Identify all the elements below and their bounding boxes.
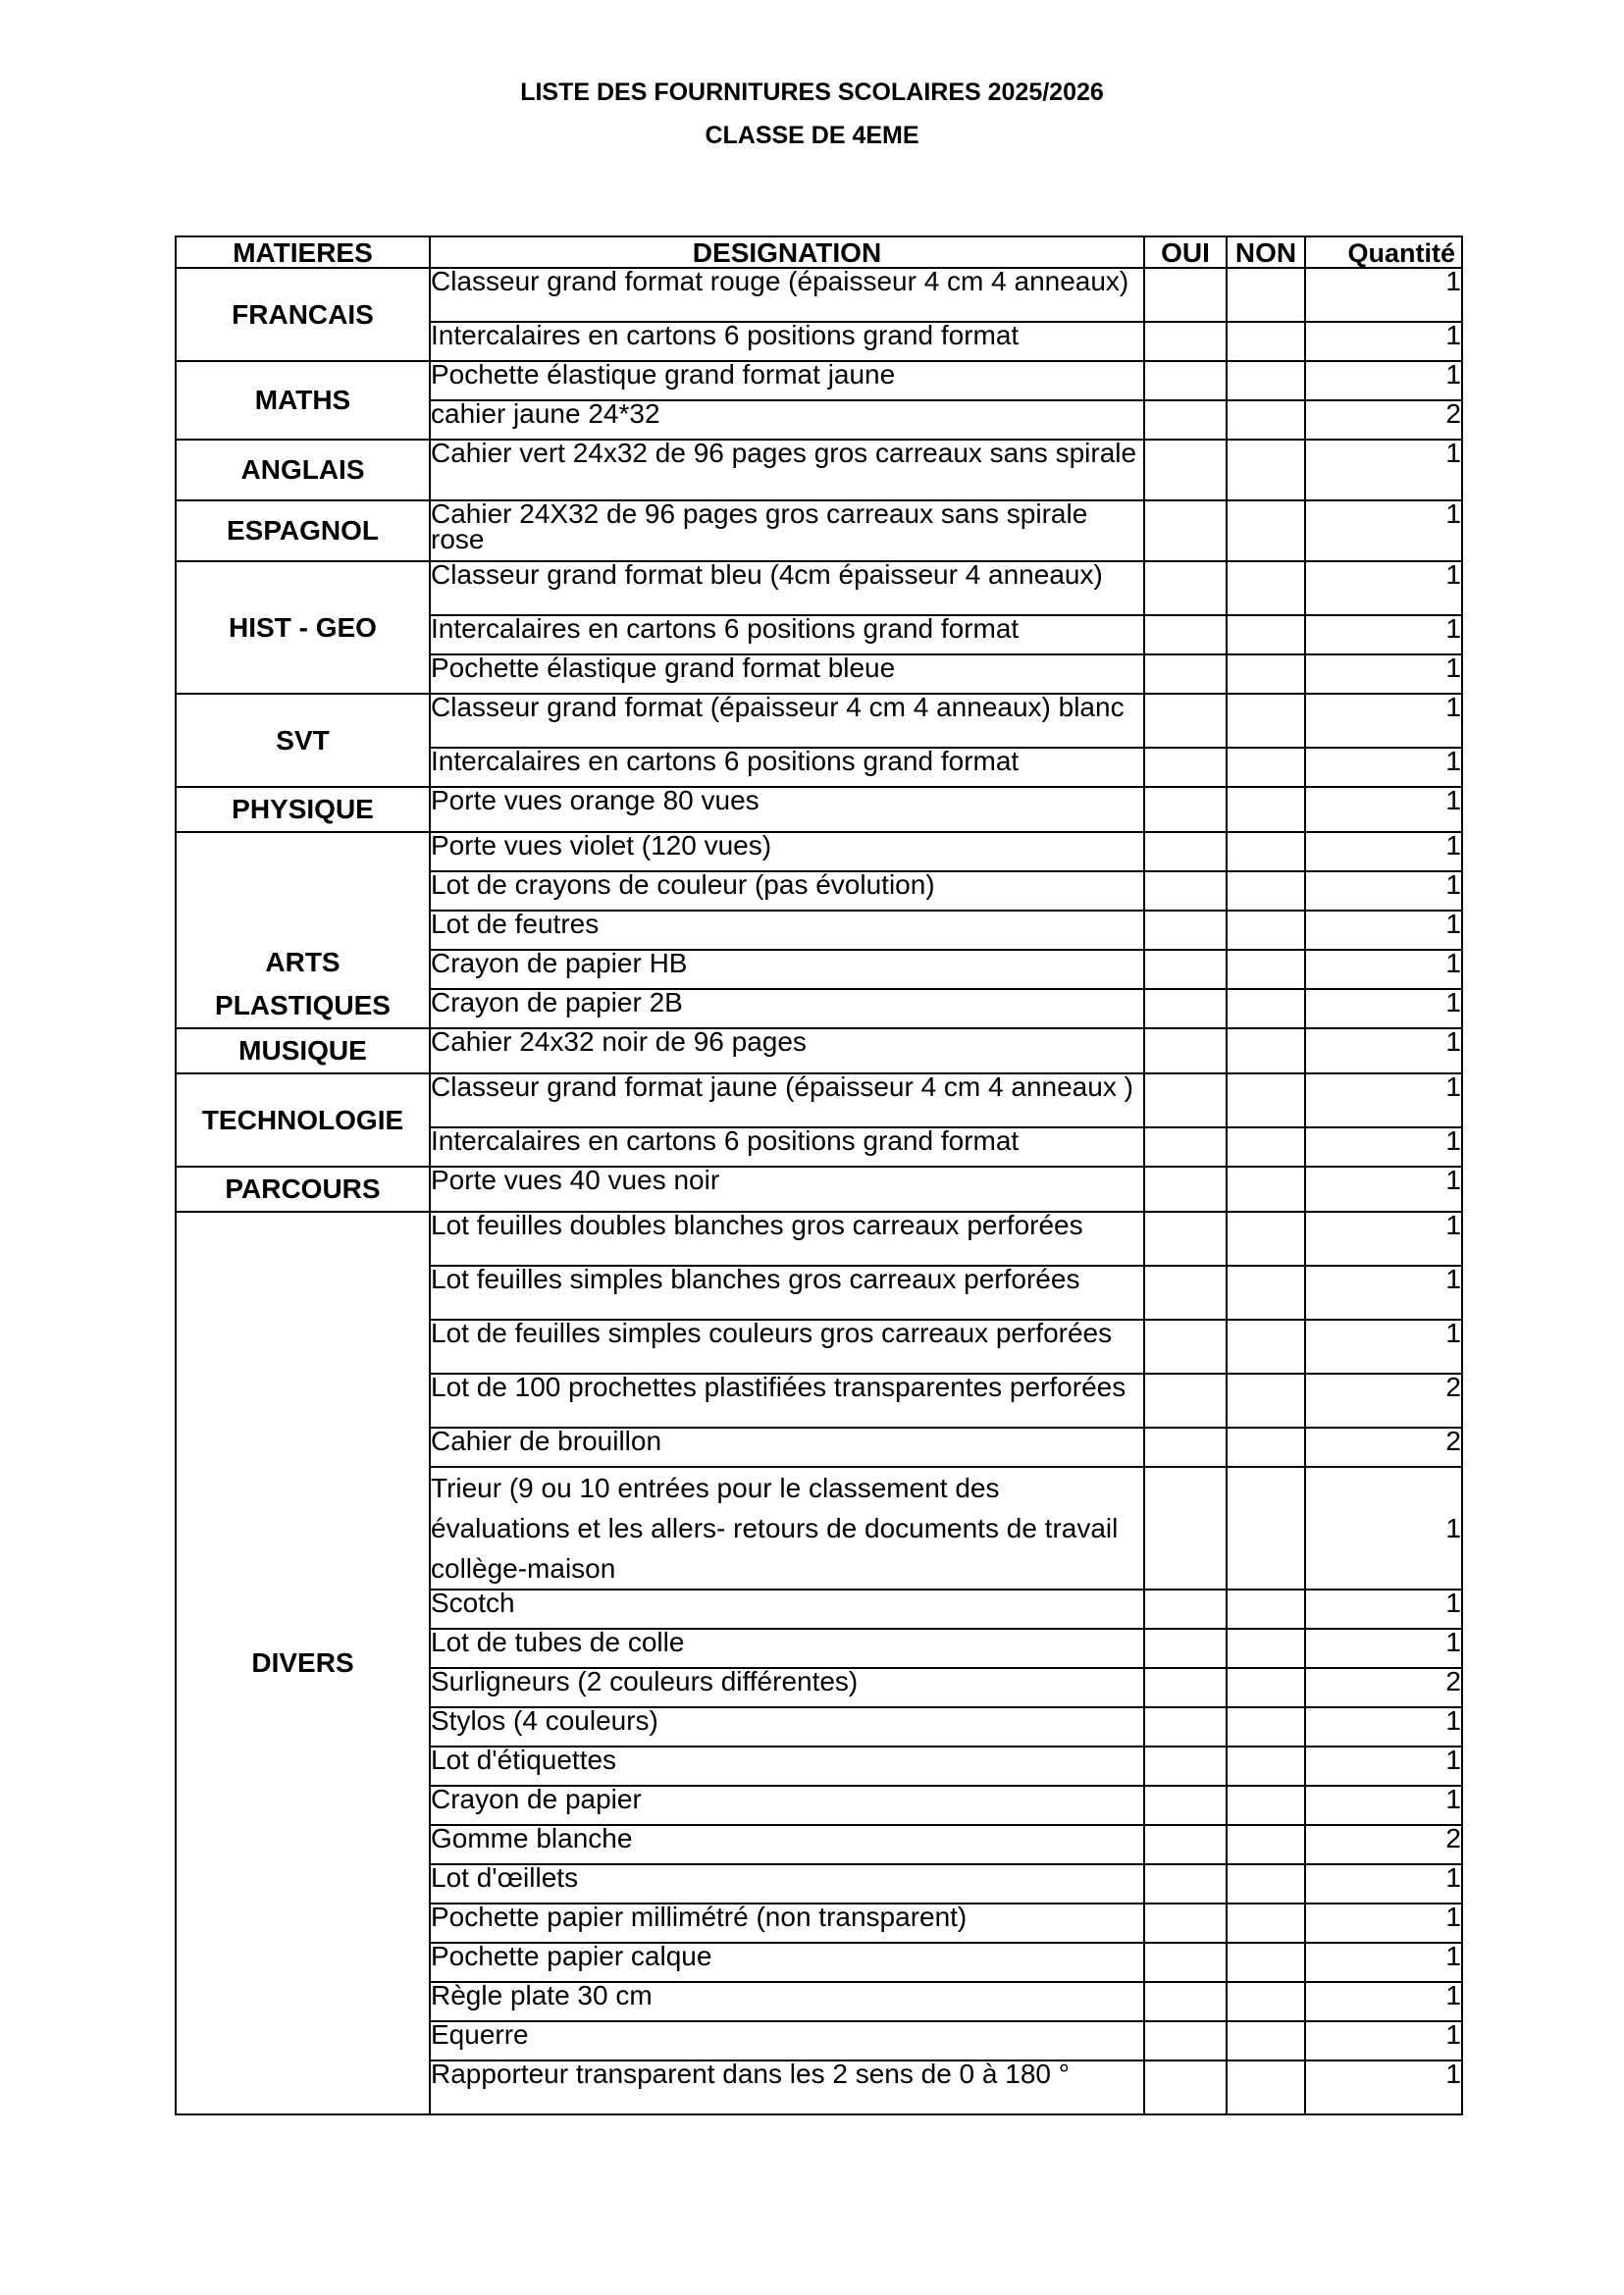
table-row bbox=[176, 500, 1462, 561]
table-row bbox=[176, 440, 1462, 500]
oui-checkbox-cell bbox=[1144, 911, 1227, 950]
non-checkbox-cell bbox=[1227, 694, 1305, 748]
oui-checkbox-cell bbox=[1144, 1825, 1227, 1864]
oui-checkbox-cell bbox=[1144, 400, 1227, 440]
quantity-cell: 1 bbox=[1305, 1747, 1462, 1786]
oui-checkbox-cell bbox=[1144, 1982, 1227, 2021]
quantity-cell: 1 bbox=[1305, 1707, 1462, 1747]
non-checkbox-cell bbox=[1227, 1590, 1305, 1629]
oui-checkbox-cell bbox=[1144, 1590, 1227, 1629]
subject-cell: ARTS PLASTIQUES bbox=[176, 832, 430, 1028]
quantity-cell: 1 bbox=[1305, 1904, 1462, 1943]
non-checkbox-cell bbox=[1227, 322, 1305, 361]
subject-cell: PARCOURS bbox=[176, 1167, 430, 1212]
subject-cell: DIVERS bbox=[176, 1212, 430, 2114]
col-header-designation: DESIGNATION bbox=[430, 236, 1144, 268]
non-checkbox-cell bbox=[1227, 1786, 1305, 1825]
designation-cell: Gomme blanche bbox=[430, 1825, 1144, 1864]
subject-cell: HIST - GEO bbox=[176, 561, 430, 694]
designation-cell: Intercalaires en cartons 6 positions grand format bbox=[430, 615, 1144, 654]
non-checkbox-cell bbox=[1227, 748, 1305, 787]
subject-cell: MUSIQUE bbox=[176, 1028, 430, 1073]
quantity-cell: 1 bbox=[1305, 2021, 1462, 2060]
non-checkbox-cell bbox=[1227, 1073, 1305, 1127]
designation-cell: Lot de feutres bbox=[430, 911, 1144, 950]
designation-cell: Lot de feuilles simples couleurs gros carreaux perforées bbox=[430, 1320, 1144, 1374]
oui-checkbox-cell bbox=[1144, 832, 1227, 871]
quantity-cell: 1 bbox=[1305, 654, 1462, 694]
oui-checkbox-cell bbox=[1144, 1864, 1227, 1904]
non-checkbox-cell bbox=[1227, 615, 1305, 654]
non-checkbox-cell bbox=[1227, 1864, 1305, 1904]
quantity-cell: 1 bbox=[1305, 950, 1462, 989]
table-row bbox=[176, 787, 1462, 832]
quantity-cell: 1 bbox=[1305, 1590, 1462, 1629]
oui-checkbox-cell bbox=[1144, 1904, 1227, 1943]
quantity-cell: 1 bbox=[1305, 871, 1462, 911]
non-checkbox-cell bbox=[1227, 1266, 1305, 1320]
designation-cell: Porte vues 40 vues noir bbox=[430, 1167, 1144, 1212]
designation-cell: Cahier vert 24x32 de 96 pages gros carreaux sans spirale bbox=[430, 440, 1144, 500]
non-checkbox-cell bbox=[1227, 268, 1305, 322]
quantity-cell: 1 bbox=[1305, 500, 1462, 561]
quantity-cell: 1 bbox=[1305, 989, 1462, 1028]
designation-cell: Lot de 100 prochettes plastifiées transparentes perforées bbox=[430, 1374, 1144, 1428]
oui-checkbox-cell bbox=[1144, 1320, 1227, 1374]
designation-cell: Lot d'œillets bbox=[430, 1864, 1144, 1904]
designation-cell: Crayon de papier 2B bbox=[430, 989, 1144, 1028]
designation-cell: Pochette papier calque bbox=[430, 1943, 1144, 1982]
quantity-cell: 1 bbox=[1305, 561, 1462, 615]
non-checkbox-cell bbox=[1227, 1127, 1305, 1167]
subject-cell: ANGLAIS bbox=[176, 440, 430, 500]
page-title: LISTE DES FOURNITURES SCOLAIRES 2025/2026 bbox=[520, 78, 1104, 106]
designation-cell: Intercalaires en cartons 6 positions grand format bbox=[430, 748, 1144, 787]
quantity-cell: 1 bbox=[1305, 322, 1462, 361]
table-row bbox=[176, 1073, 1462, 1127]
oui-checkbox-cell bbox=[1144, 322, 1227, 361]
table-header-row bbox=[176, 236, 1462, 268]
page-header bbox=[0, 71, 1624, 157]
non-checkbox-cell bbox=[1227, 1028, 1305, 1073]
designation-cell: Stylos (4 couleurs) bbox=[430, 1707, 1144, 1747]
quantity-cell: 1 bbox=[1305, 1629, 1462, 1668]
quantity-cell: 1 bbox=[1305, 1786, 1462, 1825]
non-checkbox-cell bbox=[1227, 911, 1305, 950]
non-checkbox-cell bbox=[1227, 1629, 1305, 1668]
designation-cell: Cahier 24X32 de 96 pages gros carreaux sans spirale rose bbox=[430, 500, 1144, 561]
oui-checkbox-cell bbox=[1144, 871, 1227, 911]
designation-cell: Scotch bbox=[430, 1590, 1144, 1629]
designation-cell: cahier jaune 24*32 bbox=[430, 400, 1144, 440]
subject-cell: ESPAGNOL bbox=[176, 500, 430, 561]
quantity-cell: 1 bbox=[1305, 268, 1462, 322]
non-checkbox-cell bbox=[1227, 1668, 1305, 1707]
table-row bbox=[176, 361, 1462, 400]
col-header-subject: MATIERES bbox=[176, 236, 430, 268]
non-checkbox-cell bbox=[1227, 832, 1305, 871]
oui-checkbox-cell bbox=[1144, 1212, 1227, 1266]
designation-cell: Intercalaires en cartons 6 positions grand format bbox=[430, 1127, 1144, 1167]
quantity-cell: 2 bbox=[1305, 1668, 1462, 1707]
quantity-cell: 1 bbox=[1305, 2060, 1462, 2114]
oui-checkbox-cell bbox=[1144, 1127, 1227, 1167]
designation-cell: Classeur grand format bleu (4cm épaisseur 4 anneaux) bbox=[430, 561, 1144, 615]
quantity-cell: 2 bbox=[1305, 1825, 1462, 1864]
quantity-cell: 2 bbox=[1305, 1374, 1462, 1428]
oui-checkbox-cell bbox=[1144, 1629, 1227, 1668]
subject-cell: FRANCAIS bbox=[176, 268, 430, 361]
non-checkbox-cell bbox=[1227, 1904, 1305, 1943]
non-checkbox-cell bbox=[1227, 989, 1305, 1028]
designation-cell: Trieur (9 ou 10 entrées pour le classement des évaluations et les allers- retours de documents de travail collège-maison bbox=[430, 1467, 1144, 1590]
quantity-cell: 1 bbox=[1305, 1982, 1462, 2021]
non-checkbox-cell bbox=[1227, 871, 1305, 911]
designation-cell: Crayon de papier bbox=[430, 1786, 1144, 1825]
designation-cell: Pochette élastique grand format jaune bbox=[430, 361, 1144, 400]
quantity-cell: 1 bbox=[1305, 361, 1462, 400]
quantity-cell: 1 bbox=[1305, 911, 1462, 950]
oui-checkbox-cell bbox=[1144, 1943, 1227, 1982]
oui-checkbox-cell bbox=[1144, 1467, 1227, 1590]
non-checkbox-cell bbox=[1227, 500, 1305, 561]
subject-cell: TECHNOLOGIE bbox=[176, 1073, 430, 1167]
quantity-cell: 1 bbox=[1305, 694, 1462, 748]
designation-cell: Pochette élastique grand format bleue bbox=[430, 654, 1144, 694]
quantity-cell: 1 bbox=[1305, 1864, 1462, 1904]
quantity-cell: 1 bbox=[1305, 1167, 1462, 1212]
designation-cell: Lot d'étiquettes bbox=[430, 1747, 1144, 1786]
quantity-cell: 1 bbox=[1305, 787, 1462, 832]
non-checkbox-cell bbox=[1227, 950, 1305, 989]
quantity-cell: 1 bbox=[1305, 440, 1462, 500]
non-checkbox-cell bbox=[1227, 1943, 1305, 1982]
table-row bbox=[176, 561, 1462, 615]
designation-cell: Surligneurs (2 couleurs différentes) bbox=[430, 1668, 1144, 1707]
oui-checkbox-cell bbox=[1144, 1266, 1227, 1320]
quantity-cell: 1 bbox=[1305, 1028, 1462, 1073]
quantity-cell: 1 bbox=[1305, 1266, 1462, 1320]
non-checkbox-cell bbox=[1227, 2021, 1305, 2060]
subject-cell: PHYSIQUE bbox=[176, 787, 430, 832]
quantity-cell: 2 bbox=[1305, 1428, 1462, 1467]
designation-cell: Règle plate 30 cm bbox=[430, 1982, 1144, 2021]
oui-checkbox-cell bbox=[1144, 1668, 1227, 1707]
non-checkbox-cell bbox=[1227, 400, 1305, 440]
table-row bbox=[176, 1028, 1462, 1073]
non-checkbox-cell bbox=[1227, 440, 1305, 500]
table-body bbox=[176, 268, 1462, 2114]
col-header-quantity: Quantité bbox=[1305, 236, 1462, 268]
page-subtitle: CLASSE DE 4EME bbox=[705, 122, 919, 149]
col-header-no: NON bbox=[1227, 236, 1305, 268]
oui-checkbox-cell bbox=[1144, 268, 1227, 322]
non-checkbox-cell bbox=[1227, 654, 1305, 694]
non-checkbox-cell bbox=[1227, 1212, 1305, 1266]
non-checkbox-cell bbox=[1227, 1707, 1305, 1747]
designation-cell: Lot feuilles doubles blanches gros carreaux perforées bbox=[430, 1212, 1144, 1266]
designation-cell: Classeur grand format jaune (épaisseur 4 cm 4 anneaux ) bbox=[430, 1073, 1144, 1127]
designation-cell: Porte vues violet (120 vues) bbox=[430, 832, 1144, 871]
designation-cell: Cahier de brouillon bbox=[430, 1428, 1144, 1467]
designation-cell: Pochette papier millimétré (non transparent) bbox=[430, 1904, 1144, 1943]
non-checkbox-cell bbox=[1227, 561, 1305, 615]
oui-checkbox-cell bbox=[1144, 440, 1227, 500]
non-checkbox-cell bbox=[1227, 1374, 1305, 1428]
designation-cell: Porte vues orange 80 vues bbox=[430, 787, 1144, 832]
quantity-cell: 1 bbox=[1305, 615, 1462, 654]
oui-checkbox-cell bbox=[1144, 561, 1227, 615]
oui-checkbox-cell bbox=[1144, 361, 1227, 400]
quantity-cell: 1 bbox=[1305, 1073, 1462, 1127]
oui-checkbox-cell bbox=[1144, 1707, 1227, 1747]
non-checkbox-cell bbox=[1227, 787, 1305, 832]
oui-checkbox-cell bbox=[1144, 2021, 1227, 2060]
quantity-cell: 1 bbox=[1305, 1127, 1462, 1167]
designation-cell: Lot de crayons de couleur (pas évolution) bbox=[430, 871, 1144, 911]
table-row bbox=[176, 268, 1462, 322]
oui-checkbox-cell bbox=[1144, 1167, 1227, 1212]
designation-cell: Lot feuilles simples blanches gros carreaux perforées bbox=[430, 1266, 1144, 1320]
oui-checkbox-cell bbox=[1144, 1073, 1227, 1127]
oui-checkbox-cell bbox=[1144, 787, 1227, 832]
oui-checkbox-cell bbox=[1144, 654, 1227, 694]
non-checkbox-cell bbox=[1227, 2060, 1305, 2114]
supply-table bbox=[175, 235, 1463, 2115]
oui-checkbox-cell bbox=[1144, 1747, 1227, 1786]
quantity-cell: 1 bbox=[1305, 1943, 1462, 1982]
oui-checkbox-cell bbox=[1144, 748, 1227, 787]
col-header-yes: OUI bbox=[1144, 236, 1227, 268]
quantity-cell: 1 bbox=[1305, 1212, 1462, 1266]
designation-cell: Crayon de papier HB bbox=[430, 950, 1144, 989]
table-row bbox=[176, 694, 1462, 748]
quantity-cell: 1 bbox=[1305, 1467, 1462, 1590]
non-checkbox-cell bbox=[1227, 361, 1305, 400]
non-checkbox-cell bbox=[1227, 1467, 1305, 1590]
oui-checkbox-cell bbox=[1144, 989, 1227, 1028]
non-checkbox-cell bbox=[1227, 1825, 1305, 1864]
quantity-cell: 1 bbox=[1305, 1320, 1462, 1374]
subject-cell: MATHS bbox=[176, 361, 430, 440]
non-checkbox-cell bbox=[1227, 1320, 1305, 1374]
designation-cell: Classeur grand format (épaisseur 4 cm 4 anneaux) blanc bbox=[430, 694, 1144, 748]
designation-cell: Equerre bbox=[430, 2021, 1144, 2060]
designation-cell: Intercalaires en cartons 6 positions grand format bbox=[430, 322, 1144, 361]
oui-checkbox-cell bbox=[1144, 1786, 1227, 1825]
oui-checkbox-cell bbox=[1144, 1428, 1227, 1467]
non-checkbox-cell bbox=[1227, 1428, 1305, 1467]
quantity-cell: 2 bbox=[1305, 400, 1462, 440]
designation-cell: Lot de tubes de colle bbox=[430, 1629, 1144, 1668]
oui-checkbox-cell bbox=[1144, 950, 1227, 989]
oui-checkbox-cell bbox=[1144, 1028, 1227, 1073]
table-row bbox=[176, 832, 1462, 871]
table-row bbox=[176, 1212, 1462, 1266]
designation-cell: Cahier 24x32 noir de 96 pages bbox=[430, 1028, 1144, 1073]
designation-cell: Classeur grand format rouge (épaisseur 4 cm 4 anneaux) bbox=[430, 268, 1144, 322]
non-checkbox-cell bbox=[1227, 1167, 1305, 1212]
oui-checkbox-cell bbox=[1144, 694, 1227, 748]
oui-checkbox-cell bbox=[1144, 615, 1227, 654]
non-checkbox-cell bbox=[1227, 1747, 1305, 1786]
oui-checkbox-cell bbox=[1144, 2060, 1227, 2114]
designation-cell: Rapporteur transparent dans les 2 sens de 0 à 180 ° bbox=[430, 2060, 1144, 2114]
quantity-cell: 1 bbox=[1305, 832, 1462, 871]
quantity-cell: 1 bbox=[1305, 748, 1462, 787]
subject-cell: SVT bbox=[176, 694, 430, 787]
non-checkbox-cell bbox=[1227, 1982, 1305, 2021]
oui-checkbox-cell bbox=[1144, 500, 1227, 561]
table-row bbox=[176, 1167, 1462, 1212]
oui-checkbox-cell bbox=[1144, 1374, 1227, 1428]
